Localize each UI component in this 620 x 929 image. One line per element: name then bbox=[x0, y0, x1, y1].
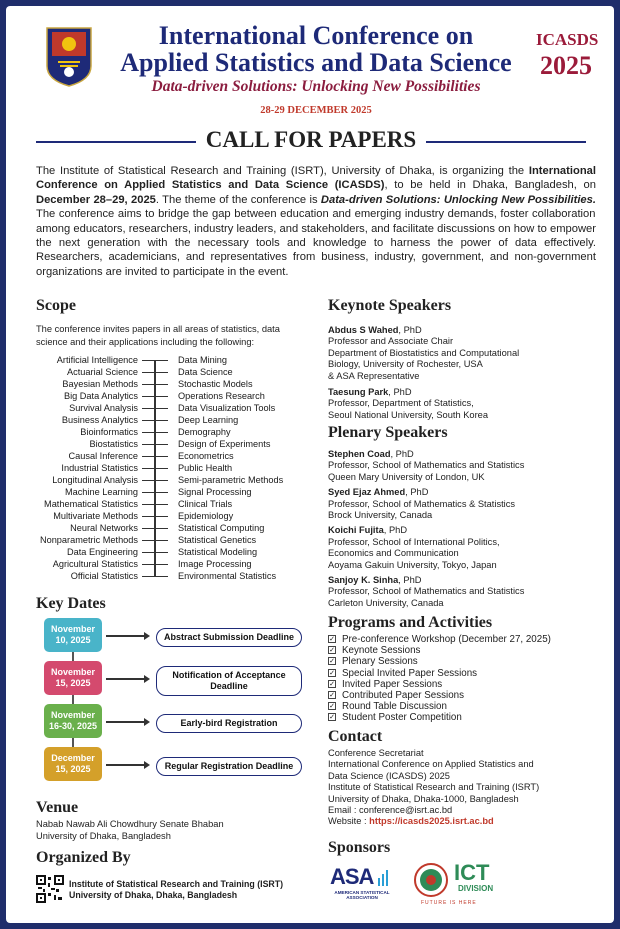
scope-topic-right: Econometrics bbox=[178, 451, 234, 461]
speaker-affiliation: Professor, School of International Politics, bbox=[328, 536, 500, 547]
scope-topic-row bbox=[36, 546, 301, 558]
checkbox-icon: ✓ bbox=[329, 714, 335, 722]
organizer-line2: University of Dhaka, Dhaka, Bangladesh bbox=[69, 890, 238, 900]
speaker-name-row bbox=[328, 325, 588, 336]
scope-heading: Scope bbox=[36, 297, 76, 314]
key-date-arrow bbox=[106, 764, 148, 766]
bangladesh-emblem-icon bbox=[414, 863, 448, 897]
scope-description: The conference invites papers in all areas of statistics, data science and their applications including the following: bbox=[36, 324, 280, 347]
scope-topic-right: Statistical Computing bbox=[178, 523, 265, 533]
key-dates-timeline bbox=[44, 618, 304, 788]
topic-tick bbox=[142, 420, 168, 421]
conference-dates: 28-29 DECEMBER 2025 bbox=[260, 105, 372, 116]
speaker-degree: , PhD bbox=[405, 487, 429, 498]
scope-topic-left: Survival Analysis bbox=[69, 403, 138, 413]
scope-topic-row bbox=[36, 498, 301, 510]
intro-text: The conference aims to bridge the gap between education and emerging industry demands, foster collaboration among educators, researchers, industry leaders, and stakeholders, and facilitate discussions on how to empower the next generation with the necessary tools and knowledge to harness the power of data effectively. Researchers, academicians, and representatives from business, industry, government, and non-government organizations are invited to participate in the event. bbox=[36, 208, 596, 278]
checkbox-icon: ✓ bbox=[329, 647, 335, 655]
ict-logo-subtitle: DIVISION bbox=[458, 884, 494, 893]
speaker-affiliation: Professor and Associate Chair bbox=[328, 336, 454, 347]
scope-topic-row bbox=[36, 462, 301, 474]
divider bbox=[426, 141, 586, 143]
speaker-name: Sanjoy K. Sinha bbox=[328, 575, 399, 585]
contact-line: Conference Secretariat bbox=[328, 748, 424, 758]
scope-topic-left: Machine Learning bbox=[64, 487, 138, 497]
scope-topic-left: Big Data Analytics bbox=[63, 391, 138, 401]
program-item bbox=[328, 690, 590, 701]
scope-topic-right: Statistical Genetics bbox=[178, 535, 257, 545]
scope-topic-left: Bioinformatics bbox=[80, 427, 138, 437]
speaker-affiliation: Biology, University of Rochester, USA bbox=[328, 359, 483, 370]
topic-tick bbox=[142, 504, 168, 505]
scope-topic-row bbox=[36, 426, 301, 438]
contact-line: Institute of Statistical Research and Training (ISRT) bbox=[328, 782, 540, 793]
checkbox-icon: ✓ bbox=[329, 669, 335, 677]
speaker-name-row bbox=[328, 575, 588, 586]
checkbox-icon: ✓ bbox=[329, 703, 335, 711]
contact-line: University of Dhaka, Dhaka-1000, Bangladesh bbox=[328, 793, 519, 804]
topic-tick bbox=[142, 444, 168, 445]
contact-block bbox=[328, 748, 590, 828]
scope-topic-right: Demography bbox=[178, 427, 231, 437]
contact-line: International Conference on Applied Statistics and bbox=[328, 759, 534, 770]
programs-list bbox=[328, 634, 590, 724]
scope-topic-right: Design of Experiments bbox=[178, 439, 271, 449]
checkbox-icon: ✓ bbox=[329, 658, 335, 666]
scope-topic-row bbox=[36, 534, 301, 546]
programs-heading: Programs and Activities bbox=[328, 614, 493, 631]
topic-tick bbox=[142, 456, 168, 457]
tagline: Data-driven Solutions: Unlocking New Possibilities bbox=[151, 78, 481, 95]
keynote-speaker bbox=[328, 387, 588, 421]
intro-dates: December 28–29, 2025 bbox=[36, 193, 156, 206]
speaker-affiliation: Professor, School of Mathematics and Statistics bbox=[328, 586, 525, 597]
program-item bbox=[328, 668, 590, 679]
scope-topic-row bbox=[36, 438, 301, 450]
scope-topic-left: Longitudinal Analysis bbox=[52, 475, 138, 485]
speaker-affiliation: Queen Mary University of London, UK bbox=[328, 471, 485, 482]
qr-code-icon[interactable] bbox=[36, 875, 64, 903]
speaker-affiliation: Department of Biostatistics and Computational bbox=[328, 347, 520, 358]
website-label: Website : bbox=[328, 816, 370, 827]
speaker-affiliation: Aoyama Gakuin University, Tokyo, Japan bbox=[328, 559, 497, 570]
speaker-name: Taesung Park bbox=[328, 387, 389, 397]
topic-tick bbox=[142, 516, 168, 517]
speaker-name: Syed Ejaz Ahmed bbox=[328, 487, 406, 498]
speaker-affiliation: Professor, Department of Statistics, bbox=[328, 398, 474, 409]
key-date-label: Abstract Submission Deadline bbox=[156, 628, 302, 647]
badge-abbreviation: ICASDS bbox=[536, 30, 599, 49]
speaker-affiliation: Professor, School of Mathematics and Statistics bbox=[328, 460, 525, 471]
keynote-heading: Keynote Speakers bbox=[328, 297, 452, 314]
program-item-label: Invited Paper Sessions bbox=[342, 678, 443, 690]
scope-topic-right: Deep Learning bbox=[178, 415, 239, 425]
venue-line2: University of Dhaka, Bangladesh bbox=[36, 831, 171, 841]
program-item-label: Plenary Sessions bbox=[342, 656, 418, 668]
scope-topic-left: Multivariate Methods bbox=[53, 511, 138, 521]
badge-year: 2025 bbox=[540, 51, 592, 80]
speaker-name: Stephen Coad bbox=[328, 449, 391, 459]
divider bbox=[36, 141, 196, 143]
scope-topic-left: Causal Inference bbox=[68, 451, 138, 461]
scope-topic-left: Biostatistics bbox=[89, 439, 138, 449]
scope-topic-left: Business Analytics bbox=[61, 415, 138, 425]
program-item bbox=[328, 645, 590, 656]
scope-topic-row bbox=[36, 366, 301, 378]
contact-heading: Contact bbox=[328, 728, 383, 745]
plenary-speaker bbox=[328, 487, 588, 521]
topic-tick bbox=[142, 528, 168, 529]
scope-topic-right: Semi-parametric Methods bbox=[178, 475, 284, 485]
scope-topic-row bbox=[36, 510, 301, 522]
scope-topics bbox=[36, 354, 301, 584]
scope-topic-right: Data Science bbox=[178, 367, 233, 377]
ict-tagline: FUTURE IS HERE bbox=[421, 900, 477, 906]
scope-topic-right: Epidemiology bbox=[178, 511, 234, 521]
intro-text: , to be held in Dhaka, Bangladesh, on bbox=[384, 179, 596, 192]
scope-topic-right: Operations Research bbox=[178, 391, 265, 401]
intro-theme: Data-driven Solutions: Unlocking New Possibilities. bbox=[320, 193, 596, 206]
key-date-badge: November 16-30, 2025 bbox=[44, 704, 102, 738]
scope-topic-row bbox=[36, 486, 301, 498]
scope-topic-right: Data Visualization Tools bbox=[178, 403, 276, 413]
poster bbox=[6, 6, 614, 923]
contact-website-row bbox=[328, 816, 590, 827]
call-for-papers-banner bbox=[36, 127, 586, 155]
key-date-badge: November 10, 2025 bbox=[44, 618, 102, 652]
scope-topic-right: Image Processing bbox=[178, 559, 252, 569]
speaker-degree: , PhD bbox=[388, 387, 412, 397]
organized-heading: Organized By bbox=[36, 849, 131, 866]
scope-topic-row bbox=[36, 522, 301, 534]
key-date-label: Notification of Acceptance Deadline bbox=[156, 666, 302, 696]
email-link[interactable]: conference@isrt.ac.bd bbox=[359, 805, 453, 816]
asa-logo bbox=[330, 864, 400, 908]
speaker-affiliation: Professor, School of Mathematics & Statistics bbox=[328, 498, 516, 509]
topic-tick bbox=[142, 360, 168, 361]
key-date-arrow bbox=[106, 721, 148, 723]
scope-topic-row bbox=[36, 414, 301, 426]
scope-topic-left: Actuarial Science bbox=[67, 367, 138, 377]
scope-topic-right: Clinical Trials bbox=[178, 499, 233, 509]
speaker-affiliation: Brock University, Canada bbox=[328, 510, 433, 520]
program-item bbox=[328, 679, 590, 690]
program-item bbox=[328, 712, 590, 723]
topic-tick bbox=[142, 492, 168, 493]
speaker-name-row bbox=[328, 449, 588, 460]
intro-paragraph bbox=[36, 164, 596, 279]
scope-topic-left: Agricultural Statistics bbox=[52, 559, 138, 569]
venue-heading: Venue bbox=[36, 799, 79, 816]
asa-bars-icon bbox=[378, 868, 392, 886]
speaker-name-row bbox=[328, 525, 588, 536]
call-for-papers-heading: CALL FOR PAPERS bbox=[205, 127, 417, 152]
topic-tick bbox=[142, 564, 168, 565]
scope-topic-row bbox=[36, 402, 301, 414]
topic-tick bbox=[142, 480, 168, 481]
program-item bbox=[328, 656, 590, 667]
plenary-speaker bbox=[328, 449, 588, 483]
plenary-speaker bbox=[328, 525, 588, 571]
plenary-speaker bbox=[328, 575, 588, 609]
speaker-name: Koichi Fujita bbox=[328, 525, 384, 536]
scope-topic-left: Official Statistics bbox=[70, 571, 138, 581]
asa-logo-subtitle: AMERICAN STATISTICAL ASSOCIATION bbox=[334, 890, 390, 900]
checkbox-icon: ✓ bbox=[329, 691, 335, 699]
topic-tick bbox=[142, 396, 168, 397]
conference-title-line1: International Conference on bbox=[158, 21, 474, 50]
plenary-heading: Plenary Speakers bbox=[328, 424, 448, 441]
keynote-speaker bbox=[328, 325, 588, 382]
scope-topic-right: Public Health bbox=[178, 463, 233, 473]
program-item bbox=[328, 634, 590, 645]
conference-title-line2: Applied Statistics and Data Science bbox=[120, 48, 512, 77]
speaker-degree: , PhD bbox=[398, 325, 422, 335]
program-item bbox=[328, 701, 590, 712]
speaker-affiliation: Seoul National University, South Korea bbox=[328, 409, 489, 420]
speaker-affiliation: Economics and Communication bbox=[328, 548, 459, 559]
scope-topic-right: Statistical Modeling bbox=[178, 547, 258, 557]
contact-line: Data Science (ICASDS) 2025 bbox=[328, 770, 450, 781]
asa-logo-text: ASA bbox=[330, 864, 374, 889]
contact-email-row bbox=[328, 805, 590, 816]
program-item-label: Special Invited Paper Sessions bbox=[342, 667, 478, 679]
scope-topic-left: Bayesian Methods bbox=[62, 379, 138, 389]
speaker-affiliation: Carleton University, Canada bbox=[328, 597, 444, 608]
scope-topic-row bbox=[36, 390, 301, 402]
key-date-arrow bbox=[106, 678, 148, 680]
website-link[interactable]: https://icasds2025.isrt.ac.bd bbox=[369, 816, 494, 827]
program-item-label: Contributed Paper Sessions bbox=[342, 689, 464, 701]
speaker-affiliation: & ASA Representative bbox=[328, 370, 420, 381]
topic-tick bbox=[142, 408, 168, 409]
key-dates-heading: Key Dates bbox=[36, 595, 106, 612]
sponsors-heading: Sponsors bbox=[328, 839, 391, 856]
intro-text: The Institute of Statistical Research and Training (ISRT), University of Dhaka, is organizing the bbox=[36, 165, 529, 177]
scope-topic-row bbox=[36, 354, 301, 366]
ict-logo-text: ICT bbox=[454, 860, 490, 885]
topic-tick bbox=[142, 468, 168, 469]
scope-topic-right: Environmental Statistics bbox=[178, 571, 277, 581]
organizer-line1: Institute of Statistical Research and Training (ISRT) bbox=[69, 879, 284, 889]
intro-conference-name: International Conference on Applied Statistics and Data Science (ICASDS) bbox=[36, 165, 596, 192]
key-date-badge: November 15, 2025 bbox=[44, 661, 102, 695]
contact-lines bbox=[328, 748, 590, 805]
scope-topic-row bbox=[36, 558, 301, 570]
scope-topic-row bbox=[36, 378, 301, 390]
scope-topic-right: Data Mining bbox=[178, 355, 228, 365]
scope-topic-left: Nonparametric Methods bbox=[39, 535, 138, 545]
topic-tick bbox=[142, 576, 168, 577]
email-label: Email : bbox=[328, 805, 359, 816]
scope-topic-row bbox=[36, 450, 301, 462]
intro-text: . The theme of the conference is bbox=[155, 193, 321, 206]
checkbox-icon: ✓ bbox=[329, 680, 335, 688]
scope-topic-left: Neural Networks bbox=[70, 523, 138, 533]
university-seal-icon bbox=[44, 26, 94, 88]
topic-tick bbox=[142, 540, 168, 541]
scope-topic-right: Stochastic Models bbox=[178, 379, 253, 389]
speaker-name-row bbox=[328, 487, 588, 498]
topic-tick bbox=[142, 432, 168, 433]
topic-tick bbox=[142, 372, 168, 373]
program-item-label: Keynote Sessions bbox=[342, 645, 421, 657]
speaker-degree: , PhD bbox=[390, 449, 414, 459]
scope-topic-row bbox=[36, 474, 301, 486]
checkbox-icon: ✓ bbox=[329, 636, 335, 643]
key-date-arrow bbox=[106, 635, 148, 637]
program-item-label: Pre-conference Workshop (December 27, 2025) bbox=[342, 634, 551, 645]
scope-topic-right: Signal Processing bbox=[178, 487, 252, 497]
venue-line1: Nabab Nawab Ali Chowdhury Senate Bhaban bbox=[36, 819, 224, 829]
speaker-degree: , PhD bbox=[383, 525, 408, 536]
speaker-name: Abdus S Wahed bbox=[328, 325, 399, 335]
key-date-badge: December 15, 2025 bbox=[44, 747, 102, 781]
speaker-degree: , PhD bbox=[398, 575, 422, 585]
scope-topic-left: Mathematical Statistics bbox=[44, 499, 138, 509]
topic-tick bbox=[142, 552, 168, 553]
key-date-label: Regular Registration Deadline bbox=[156, 757, 302, 776]
scope-topic-row bbox=[36, 570, 301, 582]
topic-tick bbox=[142, 384, 168, 385]
key-date-label: Early-bird Registration bbox=[156, 714, 302, 733]
speaker-name-row bbox=[328, 387, 588, 398]
scope-topic-left: Industrial Statistics bbox=[61, 463, 138, 473]
program-item-label: Student Poster Competition bbox=[342, 712, 462, 724]
scope-topic-left: Data Engineering bbox=[67, 547, 138, 557]
program-item-label: Round Table Discussion bbox=[342, 701, 447, 713]
scope-topic-left: Artificial Intelligence bbox=[56, 355, 138, 365]
